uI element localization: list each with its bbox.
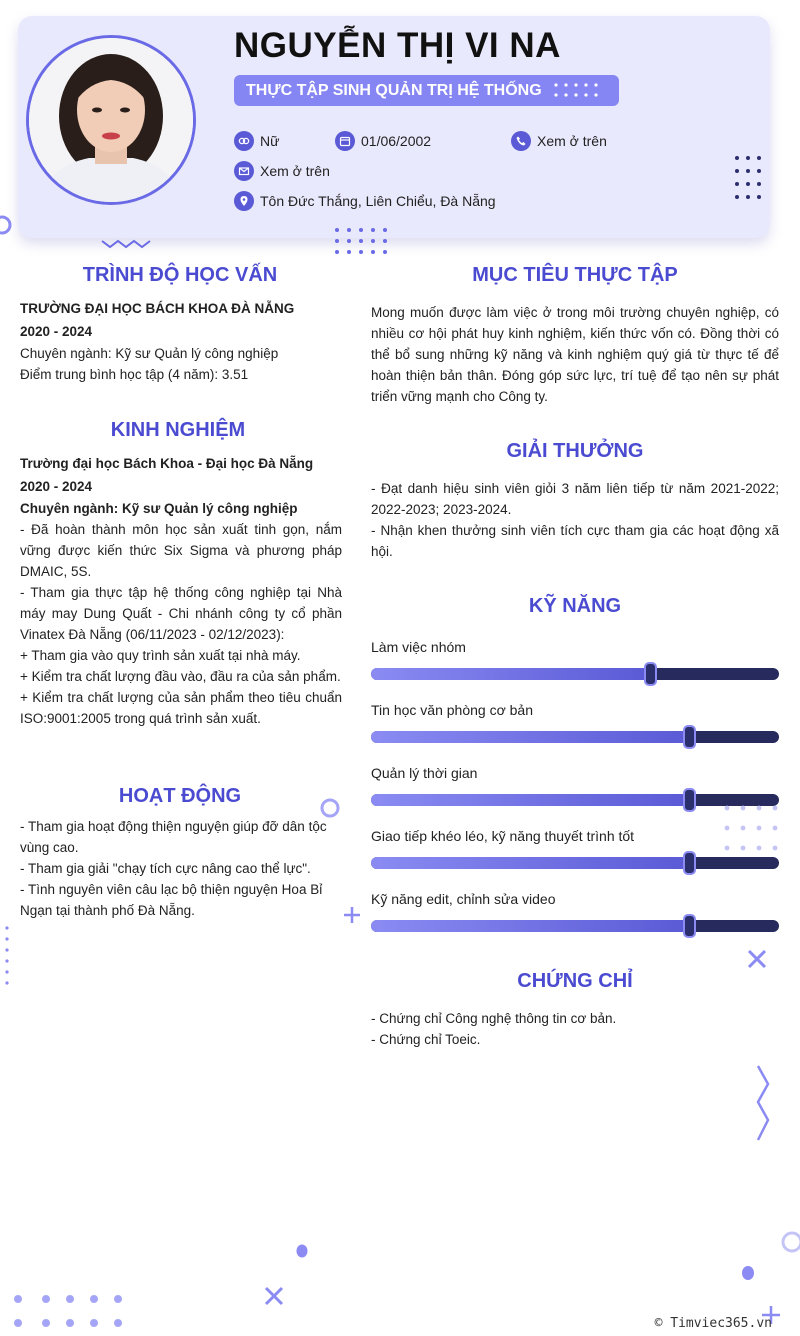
dotted-line-decoration-icon [3,924,11,986]
education-school: TRƯỜNG ĐẠI HỌC BÁCH KHOA ĐÀ NẴNG [20,301,295,316]
experience-line: - Tham gia thực tập hệ thống công nghiệp tại Nhà máy may Dung Quất - Chi nhánh công ty cổ phần Vinatex Đà Nẵng (06/11/2023 - 02/12/2023): [20,585,342,642]
birthday-info [335,131,431,151]
job-title-badge [234,75,619,106]
activity-line: - Tham gia giải "chạy tích cực nâng cao thể lực". [20,861,311,876]
gender-info [234,131,279,151]
dot-grid-decoration-icon [722,802,792,856]
email-info [234,161,330,181]
skill-bar [371,857,779,869]
experience-line: - Đã hoàn thành môn học sản xuất tinh gọn, nắm vững được kiến thức Six Sigma và phương pháp DMAIC, 5S. [20,522,342,579]
education-major: Chuyên ngành: Kỹ sư Quản lý công nghiệp [20,346,279,361]
experience-line: + Kiểm tra chất lượng của sản phẩm theo tiêu chuẩn ISO:9001:2005 trong quá trình sản xuất. [20,690,342,726]
skill-label: Làm việc nhóm [371,639,466,655]
skill-bar-knob [683,914,696,938]
cross-decoration-icon [262,1284,286,1308]
skill-bar [371,731,779,743]
zigzag-decoration-icon [100,238,154,250]
address-info [234,191,496,211]
location-pin-icon [234,191,254,211]
certificates-section [371,1008,779,1050]
avatar [26,35,196,205]
experience-section [20,453,342,729]
awards-title: GIẢI THƯỞNG [506,440,644,462]
skill-label: Giao tiếp khéo léo, kỹ năng thuyết trình tốt [371,828,635,844]
plus-decoration-icon [342,905,362,925]
oval-decoration-icon [295,1243,309,1259]
address-value: Tôn Đức Thắng, Liên Chiểu, Đà Nẵng [260,193,496,209]
skill-bar-knob [683,851,696,875]
education-section [20,298,342,385]
ring-decoration-icon [780,1228,800,1256]
experience-line: + Tham gia vào quy trình sản xuất tại nhà máy. [20,648,301,663]
activities-section [20,816,342,921]
skill-bar-knob [683,788,696,812]
skill-bar-fill [371,668,650,680]
phone-value: Xem ở trên [537,133,607,149]
skill-bar-fill [371,731,689,743]
activity-line: - Tham gia hoạt động thiện nguyện giúp đỡ dân tộc vùng cao. [20,819,327,855]
calendar-icon [335,131,355,151]
gender-icon [234,131,254,151]
job-title-text: THỰC TẬP SINH QUẢN TRỊ HỆ THỐNG [246,82,542,99]
skill-bar [371,668,779,680]
education-years: 2020 - 2024 [20,324,93,339]
skill-bar-knob [644,662,657,686]
certificates-title: CHỨNG CHỈ [517,970,633,992]
birthday-value: 01/06/2002 [361,133,432,149]
objective-title: MỤC TIÊU THỰC TẬP [472,264,678,286]
education-gpa: Điểm trung bình học tập (4 năm): 3.51 [20,367,249,382]
skill-bar-fill [371,920,689,932]
zigzag-vertical-decoration-icon [752,1062,774,1146]
phone-icon [511,131,531,151]
skill-bar-fill [371,794,689,806]
skill-label: Tin học văn phòng cơ bản [371,702,533,718]
portrait-illustration [29,38,193,202]
mail-icon [234,161,254,181]
experience-title: KINH NGHIỆM [110,419,246,441]
cross-decoration-icon [745,947,769,971]
skill-bar-knob [683,725,696,749]
experience-years: 2020 - 2024 [20,479,93,494]
gender-value: Nữ [260,133,280,149]
award-line: - Nhận khen thưởng sinh viên tích cực tham gia các hoạt động xã hội. [371,523,779,559]
skills-title: KỸ NĂNG [528,595,622,617]
dot-grid-decoration-icon [333,226,395,258]
activity-line: - Tình nguyên viên câu lạc bộ thiện nguyện Hoa Bỉ Ngạn tại thành phố Đà Nẵng. [20,882,323,918]
skill-bar [371,920,779,932]
certificate-line: - Chứng chỉ Công nghệ thông tin cơ bản. [371,1011,617,1026]
skill-label: Quản lý thời gian [371,765,478,781]
activities-title: HOẠT ĐỘNG [118,785,242,807]
candidate-name: NGUYỄN THỊ VI NA [234,26,561,65]
footer-copyright: © Timviec365.vn [654,1316,772,1331]
award-line: - Đạt danh hiệu sinh viên giỏi 3 năm liên tiếp từ năm 2021-2022; 2022-2023; 2023-2024. [371,481,779,517]
skill-label: Kỹ năng edit, chỉnh sửa video [371,891,556,907]
awards-section [371,478,779,562]
email-value: Xem ở trên [260,163,330,179]
objective-text: Mong muốn được làm việc ở trong môi trường chuyên nghiệp, có nhiều cơ hội phát huy kinh nghiệm, kiến thức vốn có. Đồng thời có thể bổ sung những kỹ năng và kinh nghiệm quý giá từ thực tế để hoàn thiện bản thân. Đóng góp sức lực, trí tuệ để tạo nên sự phát triển vững mạnh cho Công ty. [371,305,779,404]
skill-bar-fill [371,857,689,869]
dot-grid-decoration-icon [733,154,763,208]
education-title: TRÌNH ĐỘ HỌC VẤN [82,264,278,286]
oval-decoration-icon [740,1264,756,1282]
certificate-line: - Chứng chỉ Toeic. [371,1032,481,1047]
experience-org: Trường đại học Bách Khoa - Đại học Đà Nẵng [20,456,314,471]
ring-decoration-icon [320,796,342,820]
ring-decoration-icon [0,214,14,236]
experience-line: + Kiểm tra chất lượng đầu vào, đầu ra của sản phẩm. [20,669,341,684]
dot-grid-decoration-icon [10,1290,150,1332]
skill-bar [371,794,779,806]
phone-info [511,131,607,151]
dots-decoration-icon [553,81,605,99]
experience-major: Chuyên ngành: Kỹ sư Quản lý công nghiệp [20,501,298,516]
